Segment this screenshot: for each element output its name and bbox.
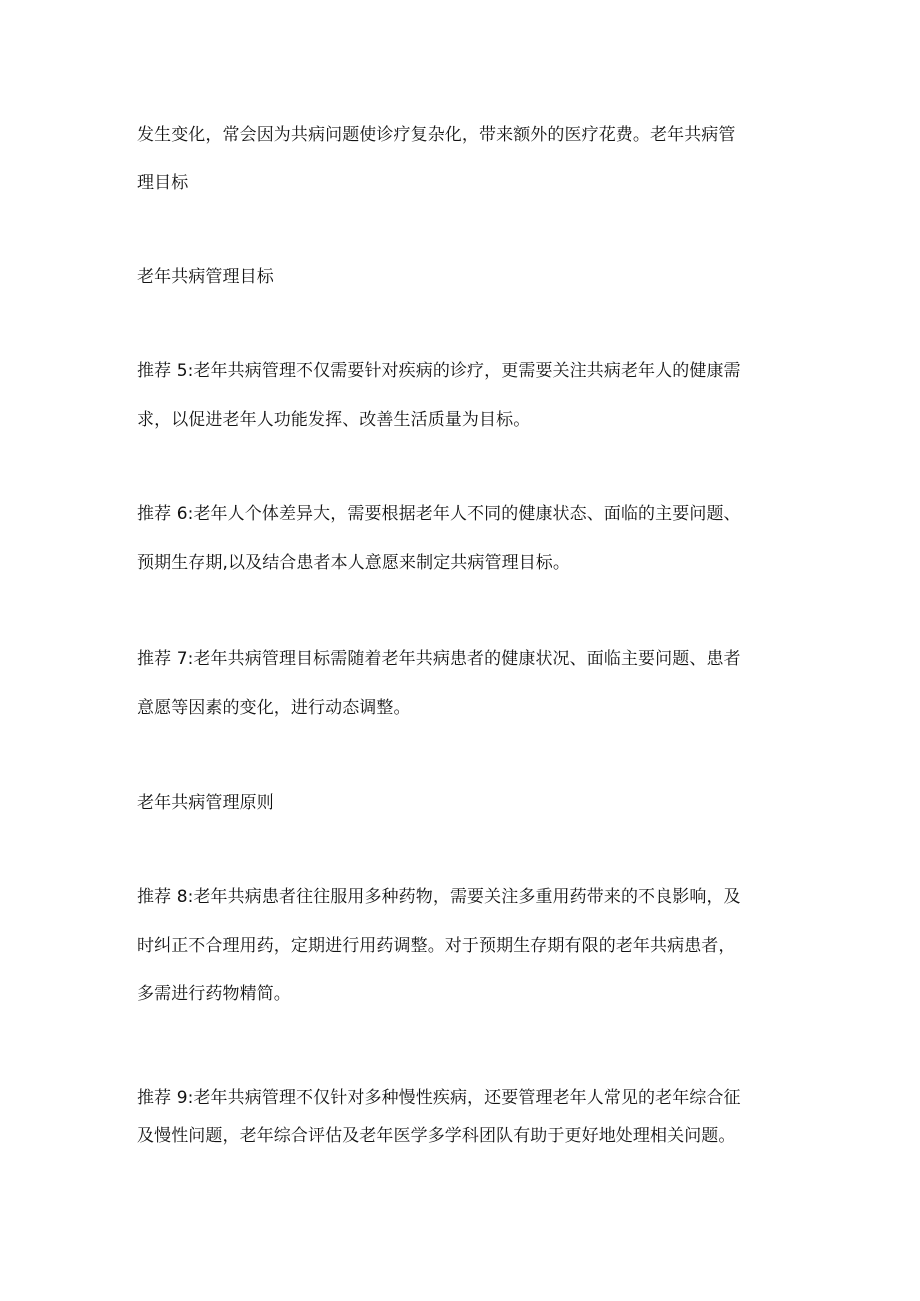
- recommendation-7-line: 推荐 7:老年共病管理目标需随着老年共病患者的健康状况、面临主要问题、患者: [137, 649, 741, 669]
- paragraph-line: 发生变化，常会因为共病问题使诊疗复杂化，带来额外的医疗花费。老年共病管: [137, 125, 736, 145]
- recommendation-7-line: 意愿等因素的变化，进行动态调整。: [137, 698, 411, 718]
- recommendation-9-line: 及慢性问题，老年综合评估及老年医学多学科团队有助于更好地处理相关问题。: [137, 1126, 736, 1146]
- recommendation-6-line: 预期生存期,以及结合患者本人意愿来制定共病管理目标。: [137, 553, 571, 573]
- recommendation-5-line: 推荐 5:老年共病管理不仅需要针对疾病的诊疗，更需要关注共病老年人的健康需: [137, 361, 741, 381]
- section-heading-goals: 老年共病管理目标: [137, 267, 274, 287]
- section-heading-principles: 老年共病管理原则: [137, 793, 274, 813]
- recommendation-6-line: 推荐 6:老年人个体差异大，需要根据老年人不同的健康状态、面临的主要问题、: [137, 504, 741, 524]
- recommendation-8-line: 推荐 8:老年共病患者往往服用多种药物，需要关注多重用药带来的不良影响，及: [137, 887, 741, 907]
- recommendation-8-line: 时纠正不合理用药，定期进行用药调整。对于预期生存期有限的老年共病患者，: [137, 936, 736, 956]
- paragraph-line: 理目标: [137, 173, 189, 193]
- recommendation-8-line: 多需进行药物精简。: [137, 984, 291, 1004]
- recommendation-5-line: 求，以促进老年人功能发挥、改善生活质量为目标。: [137, 410, 531, 430]
- recommendation-9-line: 推荐 9:老年共病管理不仅针对多种慢性疾病，还要管理老年人常见的老年综合征: [137, 1088, 741, 1108]
